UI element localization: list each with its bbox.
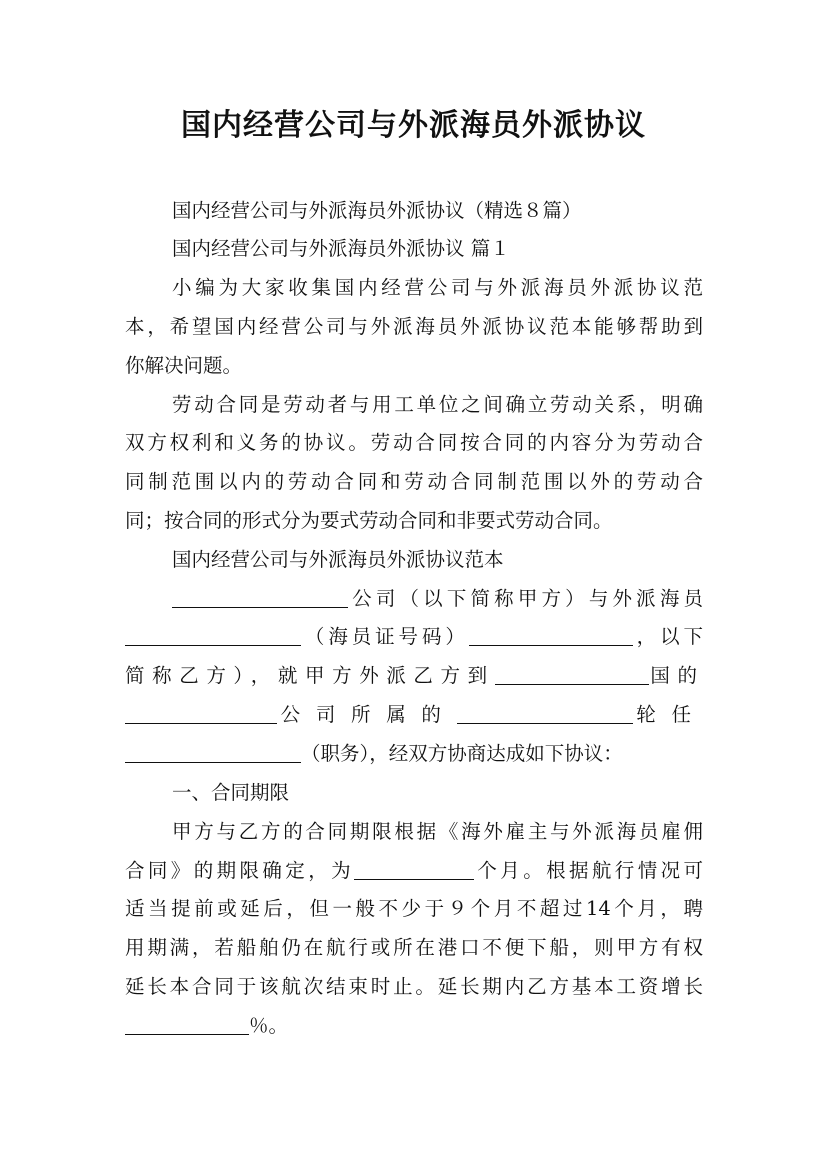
paragraph-line: 双方权利和义务的协议。劳动合同按合同的内容分为劳动合 <box>125 431 703 454</box>
paragraph-line: ％。 <box>125 1011 703 1041</box>
article-heading: 一、合同期限 <box>172 781 290 804</box>
subtitle: 国内经营公司与外派海员外派协议（精选８篇） <box>172 199 582 222</box>
paragraph-line: 你解决问题。 <box>125 354 243 377</box>
paragraph-line: 合同》的期限确定，为 个月。根据航行情况可 <box>125 859 703 882</box>
paragraph-line: 适当提前或延后，但一般不少于９个月不超过14个月，聘 <box>125 897 703 920</box>
fill-blank <box>125 742 301 763</box>
paragraph-line: 公司所属的 轮任 <box>125 700 703 730</box>
paragraph-line: （海员证号码） ，以下 <box>125 622 703 652</box>
fill-blank <box>469 625 633 646</box>
fill-blank <box>125 703 277 724</box>
paragraph-line: （职务），经双方协商达成如下协议： <box>125 739 703 769</box>
fill-blank <box>125 625 301 646</box>
fill-blank <box>354 859 474 880</box>
section-heading: 国内经营公司与外派海员外派协议 篇１ <box>172 237 510 260</box>
fill-blank <box>172 587 348 608</box>
paragraph-line: 小编为大家收集国内经营公司与外派海员外派协议范 <box>172 276 703 299</box>
paragraph-line: 简称乙方），就甲方外派乙方到 国的 <box>125 664 703 687</box>
template-heading: 国内经营公司与外派海员外派协议范本 <box>172 548 504 571</box>
paragraph-line: 劳动合同是劳动者与用工单位之间确立劳动关系，明确 <box>172 393 703 416</box>
paragraph-line: 用期满，若船舶仍在航行或所在港口不便下船，则甲方有权 <box>125 936 703 959</box>
paragraph-line: 公司（以下简称甲方）与外派海员 <box>172 584 703 614</box>
paragraph-line: 同；按合同的形式分为要式劳动合同和非要式劳动合同。 <box>125 509 613 532</box>
fill-blank <box>457 703 633 724</box>
paragraph-line: 延长本合同于该航次结束时止。延长期内乙方基本工资增长 <box>125 975 703 998</box>
fill-blank <box>125 1014 249 1035</box>
fill-blank <box>495 664 649 685</box>
paragraph-line: 本，希望国内经营公司与外派海员外派协议范本能够帮助到 <box>125 315 703 338</box>
paragraph-line: 甲方与乙方的合同期限根据《海外雇主与外派海员雇佣 <box>172 820 703 843</box>
paragraph-line: 同制范围以内的劳动合同和劳动合同制范围以外的劳动合 <box>125 470 703 493</box>
document-title: 国内经营公司与外派海员外派协议 <box>181 108 646 143</box>
